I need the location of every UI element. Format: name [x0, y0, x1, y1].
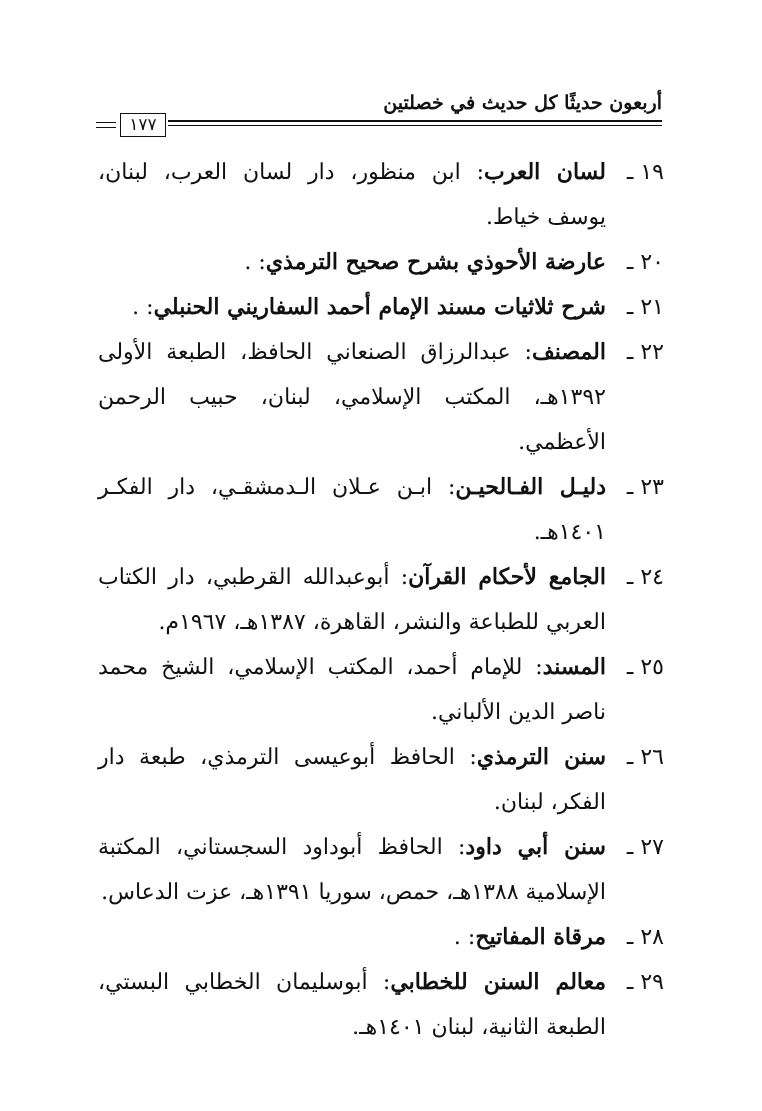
header-rule-thin: [168, 125, 662, 126]
entry-title: سنن أبي داود: [465, 834, 606, 860]
entry-details: : الحافظ أبوداود السجستاني، المكتبة الإسلامية ١٣٨٨هـ، حمص، سوريا ١٣٩١هـ، عزت الدعاس.: [98, 835, 606, 905]
entry-title: المصنف: [531, 339, 606, 365]
entry-title: شرح ثلاثيات مسند الإمام أحمد السفاريني الحنبلي: [153, 294, 606, 320]
bibliography-entry: [98, 465, 664, 555]
header-rule: [168, 120, 662, 122]
entry-details: : .: [244, 250, 266, 275]
bibliography-entry: [98, 150, 664, 240]
entry-number: ٢٨ ـ: [626, 925, 664, 950]
bibliography-entry: [98, 555, 664, 645]
entry-details: : الحافظ أبوعيسى الترمذي، طبعة دار الفكر، لبنان.: [98, 745, 606, 815]
entry-number: ٢٥ ـ: [626, 655, 664, 680]
entry-title: لسان العرب: [484, 159, 606, 185]
bibliography-entry: [98, 960, 664, 1050]
entry-details: : للإمام أحمد، المكتب الإسلامي، الشيخ محمد ناصر الدين الألباني.: [98, 655, 606, 725]
entry-number: ٢١ ـ: [626, 295, 664, 320]
entry-number: ٢٢ ـ: [626, 340, 664, 365]
bibliography-entry: [98, 240, 664, 285]
entry-title: معالم السنن للخطابي: [390, 969, 606, 995]
entry-number: ٢٣ ـ: [626, 475, 664, 500]
entry-details: : أبوعبدالله القرطبي، دار الكتاب العربي للطباعة والنشر، القاهرة، ١٣٨٧هـ، ١٩٦٧م.: [98, 565, 606, 635]
bibliography-entry: [98, 330, 664, 465]
entry-title: الجامع لأحكام القرآن: [408, 564, 606, 590]
running-title: أربعون حديثًا كل حديث في خصلتين: [383, 92, 662, 114]
entry-details: : أبوسليمان الخطابي البستي، الطبعة الثانية، لبنان ١٤٠١هـ.: [98, 970, 606, 1040]
entry-number: ٢٧ ـ: [626, 835, 664, 860]
entry-title: مرقاة المفاتيح: [475, 924, 606, 950]
entry-number: ١٩ ـ: [626, 160, 664, 185]
entry-details: : .: [132, 295, 154, 320]
page-number-ornament: [96, 122, 116, 132]
bibliography-list: [98, 150, 664, 1050]
entry-details: : عبدالرزاق الصنعاني الحافظ، الطبعة الأولى ١٣٩٢هـ، المكتب الإسلامي، لبنان، حبيب الرحمن الأعظمي.: [98, 340, 606, 455]
entry-title: سنن الترمذي: [476, 744, 607, 770]
bibliography-entry: [98, 735, 664, 825]
entry-title: عارضة الأحوذي بشرح صحيح الترمذي: [265, 249, 606, 275]
bibliography-entry: [98, 825, 664, 915]
entry-number: ٢٦ ـ: [626, 745, 664, 770]
entry-details: : ابـن عـلان الـدمشقـي، دار الفكـر ١٤٠١هـ.: [98, 475, 606, 545]
entry-title: دليـل الفـالحيـن: [455, 474, 606, 500]
entry-details: : ابن منظور، دار لسان العرب، لبنان، يوسف خياط.: [98, 160, 606, 230]
bibliography-entry: [98, 915, 664, 960]
entry-number: ٢٤ ـ: [626, 565, 664, 590]
entry-details: : .: [453, 925, 476, 950]
page-number: ١٧٧: [120, 113, 166, 137]
bibliography-entry: [98, 285, 664, 330]
entry-title: المسند: [542, 654, 606, 680]
bibliography-entry: [98, 645, 664, 735]
entry-number: ٢٠ ـ: [626, 250, 664, 275]
entry-number: ٢٩ ـ: [626, 970, 664, 995]
